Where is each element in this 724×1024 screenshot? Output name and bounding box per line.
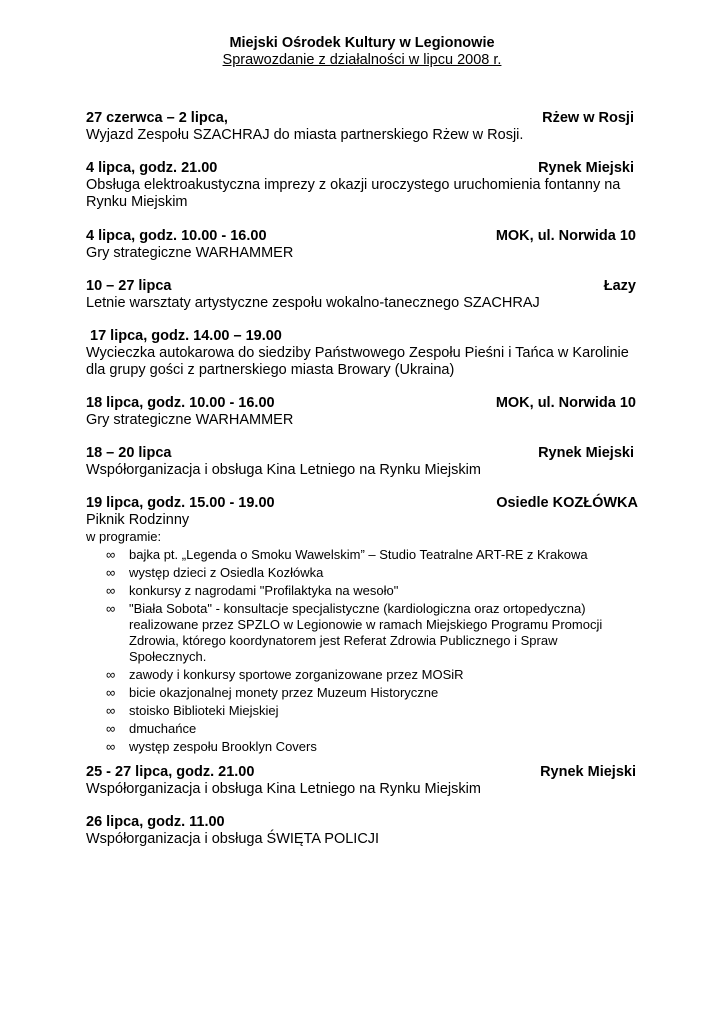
- event-description: Obsługa elektroakustyczna imprezy z okazji uroczystego uruchomienia fontanny na Rynku Miejskim: [86, 177, 621, 210]
- infinity-bullet-icon: ∞: [106, 601, 116, 616]
- program-label: w programie:: [86, 529, 162, 544]
- event-date: 17 lipca, godz. 14.00 – 19.00: [86, 328, 282, 344]
- list-item: ∞ bajka pt. „Legenda o Smoku Wawelskim” – Studio Teatralne ART-RE z Krakowa: [106, 547, 588, 562]
- event-place: Rynek Miejski: [538, 160, 634, 176]
- event-description: Wyjazd Zespołu SZACHRAJ do miasta partnerskiego Rżew w Rosji.: [86, 127, 524, 143]
- event-place: Osiedle KOZŁÓWKA: [496, 495, 638, 511]
- event-entry: [86, 160, 638, 211]
- event-date: 19 lipca, godz. 15.00 - 19.00: [86, 495, 275, 511]
- infinity-bullet-icon: ∞: [106, 565, 116, 580]
- event-description: Piknik Rodzinny: [86, 512, 190, 528]
- event-description: Gry strategiczne WARHAMMER: [86, 412, 294, 428]
- event-description: Współorganizacja i obsługa Kina Letniego na Rynku Miejskim: [86, 462, 481, 478]
- event-description: Wycieczka autokarowa do siedziby Państwowego Zespołu Pieśni i Tańca w Karolinie dla grupy gości z partnerskiego miasta Browary (Ukraina): [86, 345, 629, 378]
- infinity-bullet-icon: ∞: [106, 547, 116, 562]
- event-description: Letnie warsztaty artystyczne zespołu wokalno-tanecznego SZACHRAJ: [86, 295, 540, 311]
- event-date: 27 czerwca – 2 lipca,: [86, 110, 228, 126]
- event-entry-picnic: [86, 495, 638, 757]
- event-place: Łazy: [603, 278, 636, 294]
- infinity-bullet-icon: ∞: [106, 739, 116, 754]
- event-entry: [86, 328, 638, 379]
- event-date: 18 – 20 lipca: [86, 445, 172, 461]
- list-item: ∞ dmuchańce: [106, 721, 197, 736]
- event-description: Gry strategiczne WARHAMMER: [86, 245, 294, 261]
- infinity-bullet-icon: ∞: [106, 721, 116, 736]
- infinity-bullet-icon: ∞: [106, 685, 116, 700]
- event-entry: [86, 445, 638, 479]
- infinity-bullet-icon: ∞: [106, 667, 116, 682]
- event-place: Rynek Miejski: [540, 764, 636, 780]
- event-date: 4 lipca, godz. 10.00 - 16.00: [86, 228, 267, 244]
- list-item: ∞ zawody i konkursy sportowe zorganizowane przez MOSiR: [106, 667, 464, 682]
- list-item: ∞ występ zespołu Brooklyn Covers: [106, 739, 317, 754]
- event-place: MOK, ul. Norwida 10: [495, 228, 636, 244]
- program-list: [86, 547, 638, 755]
- infinity-bullet-icon: ∞: [106, 703, 116, 718]
- list-item: ∞ występ dzieci z Osiedla Kozłówka: [106, 565, 324, 580]
- event-place: MOK, ul. Norwida 10: [495, 395, 636, 411]
- list-item: ∞ konkursy z nagrodami "Profilaktyka na wesoło": [106, 583, 399, 598]
- event-entry: [86, 395, 638, 429]
- event-entry: [86, 110, 638, 144]
- list-item: ∞ bicie okazjonalnej monety przez Muzeum Historyczne: [106, 685, 439, 700]
- event-place: Rżew w Rosji: [542, 110, 634, 126]
- list-item: ∞ "Biała Sobota" - konsultacje specjalistyczne (kardiologiczna oraz ortopedyczna) realizowane przez SPZLO w Legionowie w ramach Miejskiego Programu Promocji Zdrowia, którego koordynatorem jest Referat Zdrowia Publicznego i Spraw Społecznych.: [106, 601, 603, 664]
- event-date: 4 lipca, godz. 21.00: [86, 160, 218, 176]
- event-entry: [86, 764, 638, 798]
- event-description: Współorganizacja i obsługa Kina Letniego na Rynku Miejskim: [86, 781, 481, 797]
- list-item: ∞ stoisko Biblioteki Miejskiej: [106, 703, 279, 718]
- organization-title: Miejski Ośrodek Kultury w Legionowie: [229, 35, 495, 51]
- event-entry: [86, 278, 638, 312]
- event-entry: [86, 228, 638, 262]
- event-date: 26 lipca, godz. 11.00: [86, 814, 225, 830]
- event-description: Współorganizacja i obsługa ŚWIĘTA POLICJI: [86, 831, 380, 847]
- event-date: 10 – 27 lipca: [86, 278, 172, 294]
- event-date: 18 lipca, godz. 10.00 - 16.00: [86, 395, 275, 411]
- event-place: Rynek Miejski: [538, 445, 634, 461]
- event-entry: [86, 814, 638, 848]
- infinity-bullet-icon: ∞: [106, 583, 116, 598]
- event-date: 25 - 27 lipca, godz. 21.00: [86, 764, 255, 780]
- report-subtitle: Sprawozdanie z działalności w lipcu 2008 r.: [222, 52, 502, 68]
